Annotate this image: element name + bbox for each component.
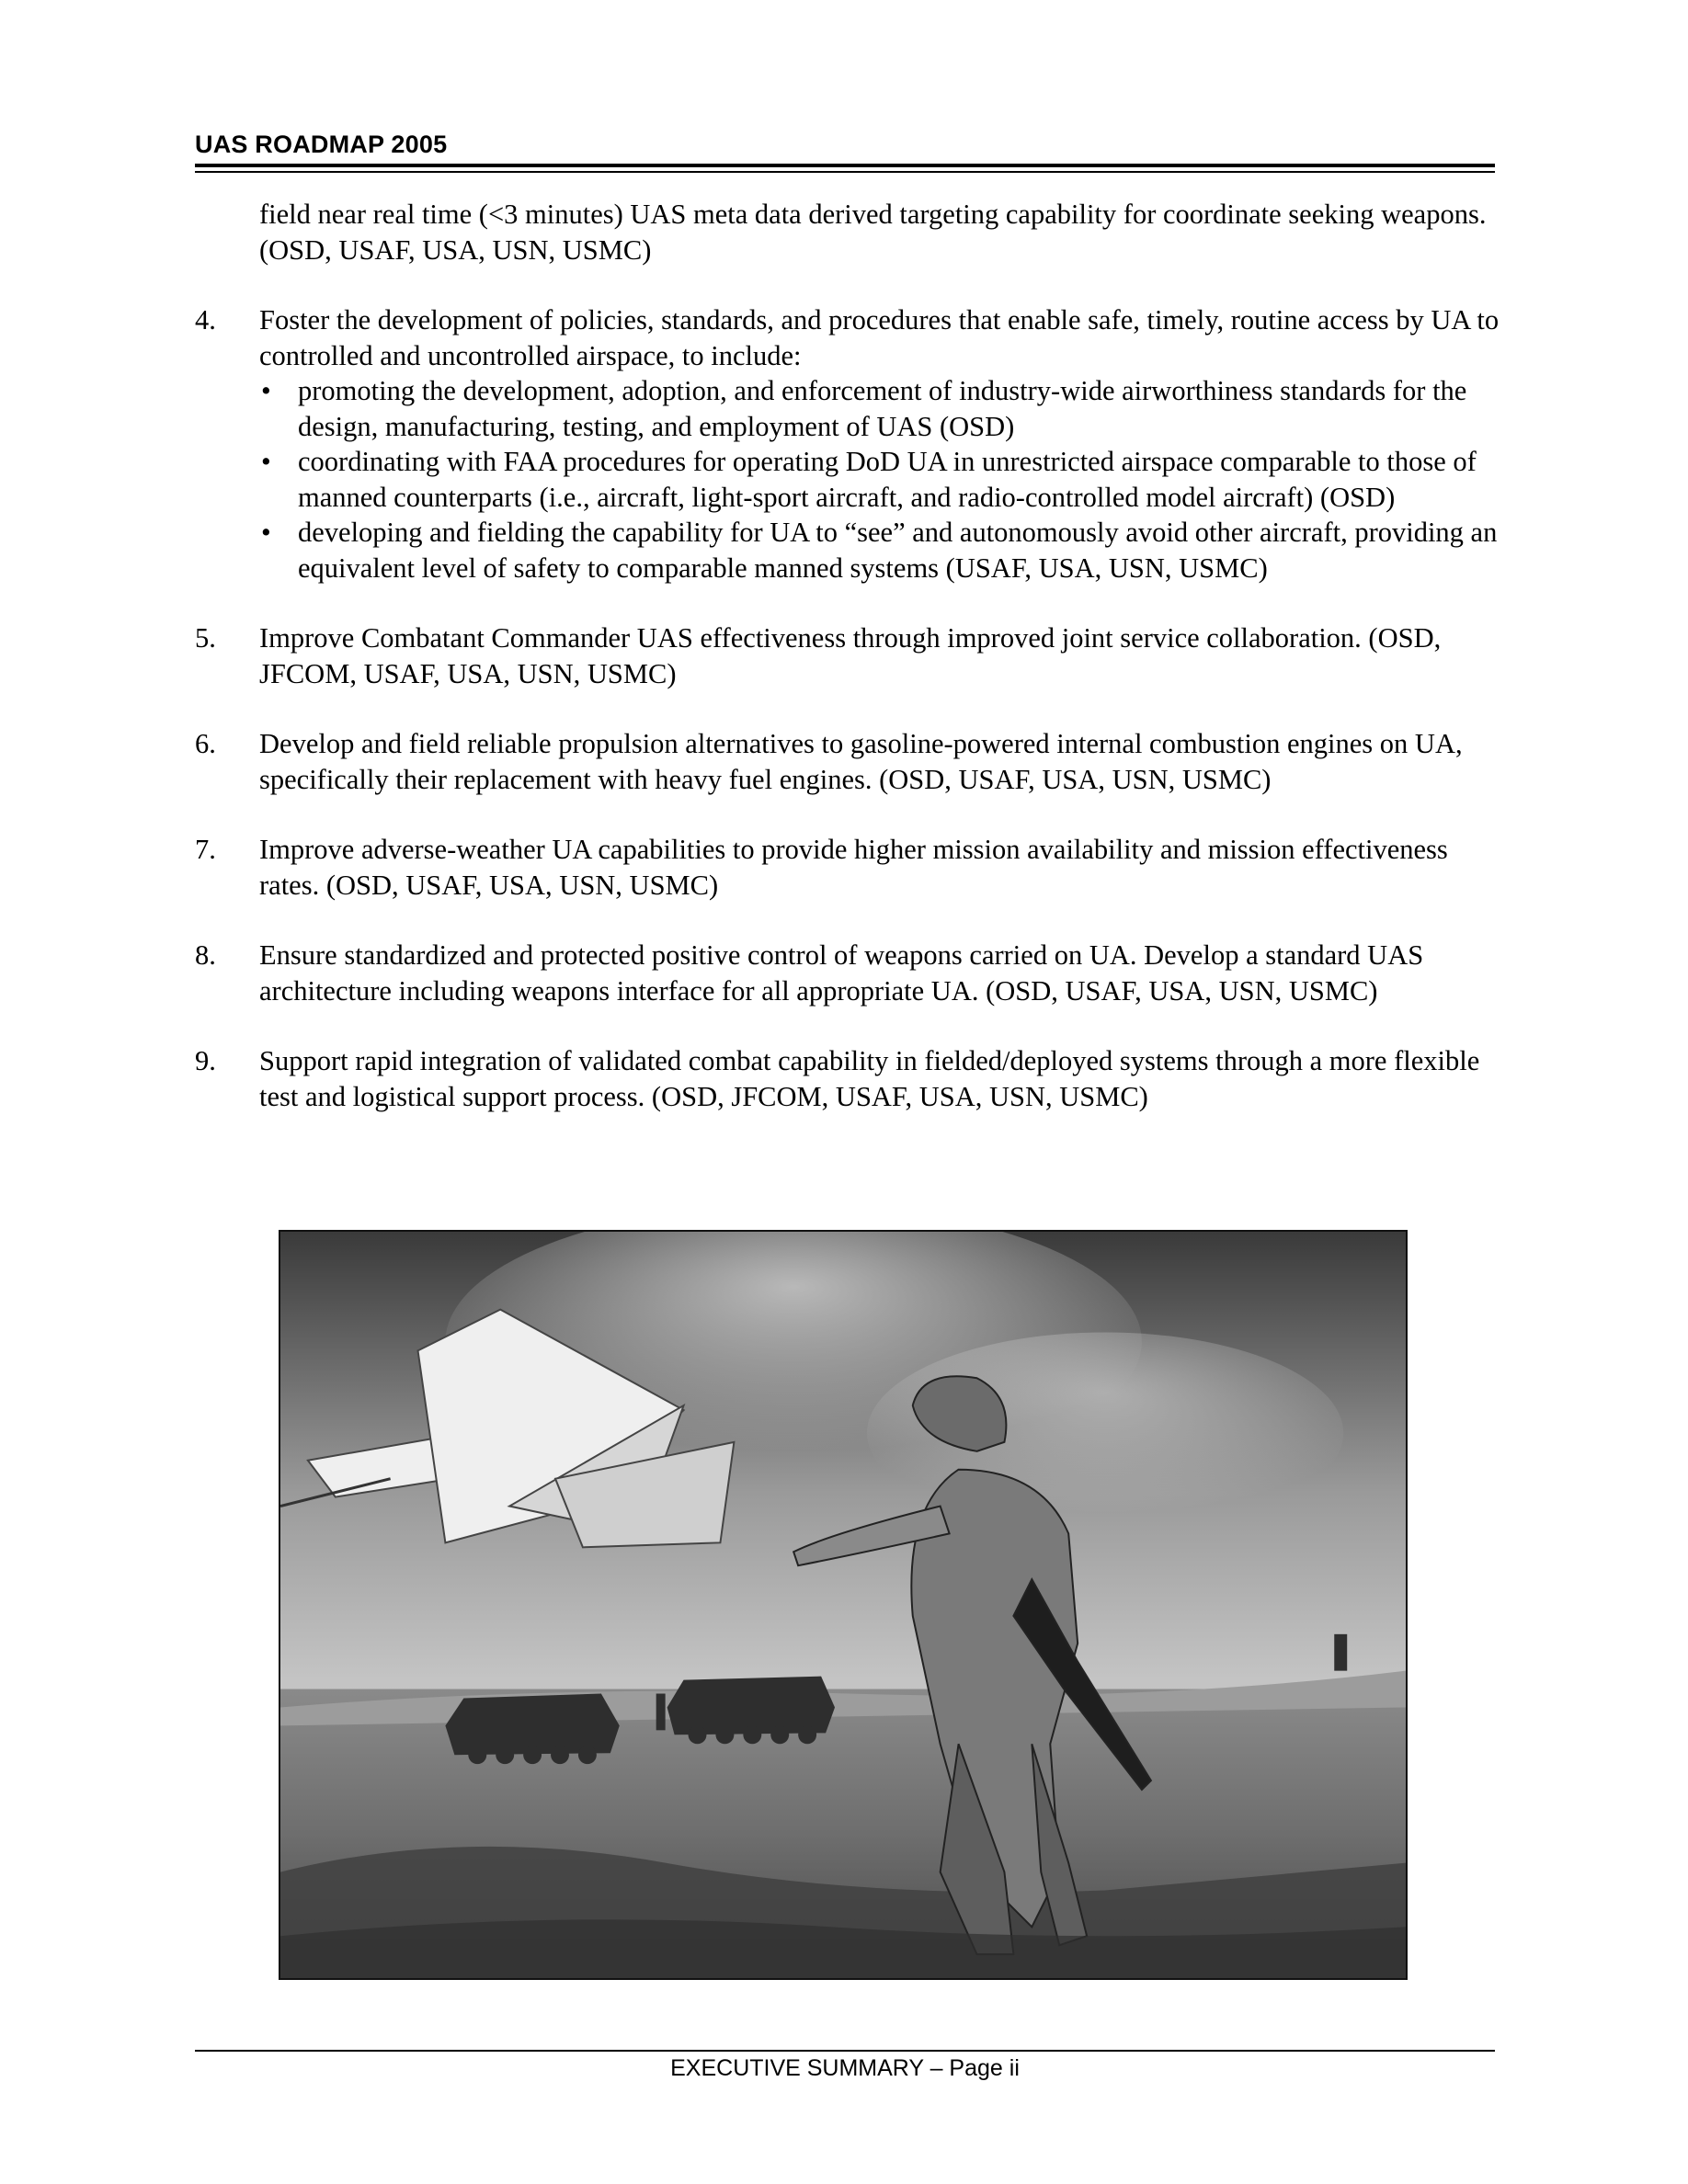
list-item-text: Support rapid integration of validated combat capability in fielded/deployed systems through a more flexible test and logistical support process. (OSD, JFCOM, USAF, USA, USN, USMC) <box>259 1045 1480 1112</box>
list-item-number: 9. <box>195 1045 216 1076</box>
bullet-text: coordinating with FAA procedures for operating DoD UA in unrestricted airspace comparable to those of manned counterparts (i.e., aircraft, light-sport aircraft, and radio-controlled model aircraft) (OSD) <box>298 446 1477 513</box>
list-item-number: 6. <box>195 728 216 759</box>
list-item-number: 7. <box>195 834 216 865</box>
page-footer: EXECUTIVE SUMMARY – Page ii <box>670 2055 1020 2081</box>
bullet-text: developing and fielding the capability for UA to “see” and autonomously avoid other aircraft, providing an equivalent level of safety to comparable manned systems (USAF, USA, USN, USMC) <box>298 517 1498 584</box>
document-body <box>195 197 1500 1149</box>
header-rule <box>195 164 1495 167</box>
list-item-text: Develop and field reliable propulsion alternatives to gasoline-powered internal combustion engines on UA, specifically their replacement with heavy fuel engines. (OSD, USAF, USA, USN, USMC) <box>259 728 1463 795</box>
list-item-8 <box>195 938 1500 1008</box>
bullet-list <box>259 373 1500 586</box>
list-item-number: 8. <box>195 939 216 971</box>
list-item-7 <box>195 832 1500 903</box>
list-item-4 <box>195 302 1500 586</box>
list-item-text: Ensure standardized and protected positive control of weapons carried on UA. Develop a standard UAS architecture including weapons interface for all appropriate UA. (OSD, USAF, USA, USN, USMC) <box>259 939 1424 1007</box>
bullet-item <box>259 515 1500 586</box>
list-item-text: Improve Combatant Commander UAS effectiveness through improved joint service collaboration. (OSD, JFCOM, USAF, USA, USN, USMC) <box>259 622 1442 689</box>
list-item-9 <box>195 1043 1500 1114</box>
bullet-icon: • <box>261 517 271 548</box>
bullet-icon: • <box>261 375 271 406</box>
photo-soldier-launching-uav <box>279 1230 1408 1980</box>
list-item-5 <box>195 620 1500 691</box>
page-header-title: UAS ROADMAP 2005 <box>195 131 448 158</box>
list-item-number: 4. <box>195 304 216 336</box>
header-rule-thin <box>195 171 1495 173</box>
list-item-text: Improve adverse-weather UA capabilities to provide higher mission availability and mission effectiveness rates. (OSD, USAF, USA, USN, USMC) <box>259 834 1448 901</box>
continuation-paragraph: field near real time (<3 minutes) UAS meta data derived targeting capability for coordinate seeking weapons. (OSD, USAF, USA, USN, USMC) <box>259 199 1487 266</box>
list-item-6 <box>195 726 1500 797</box>
list-item-number: 5. <box>195 622 216 654</box>
bullet-icon: • <box>261 446 271 477</box>
photo-illustration <box>280 1232 1406 1978</box>
list-item-text: Foster the development of policies, standards, and procedures that enable safe, timely, routine access by UA to controlled and uncontrolled airspace, to include: <box>259 304 1500 371</box>
footer-rule <box>195 2050 1495 2052</box>
bullet-text: promoting the development, adoption, and enforcement of industry-wide airworthiness standards for the design, manufacturing, testing, and employment of UAS (OSD) <box>298 375 1467 442</box>
list-item-body <box>259 302 1500 586</box>
bullet-item <box>259 444 1500 515</box>
bullet-item <box>259 373 1500 444</box>
